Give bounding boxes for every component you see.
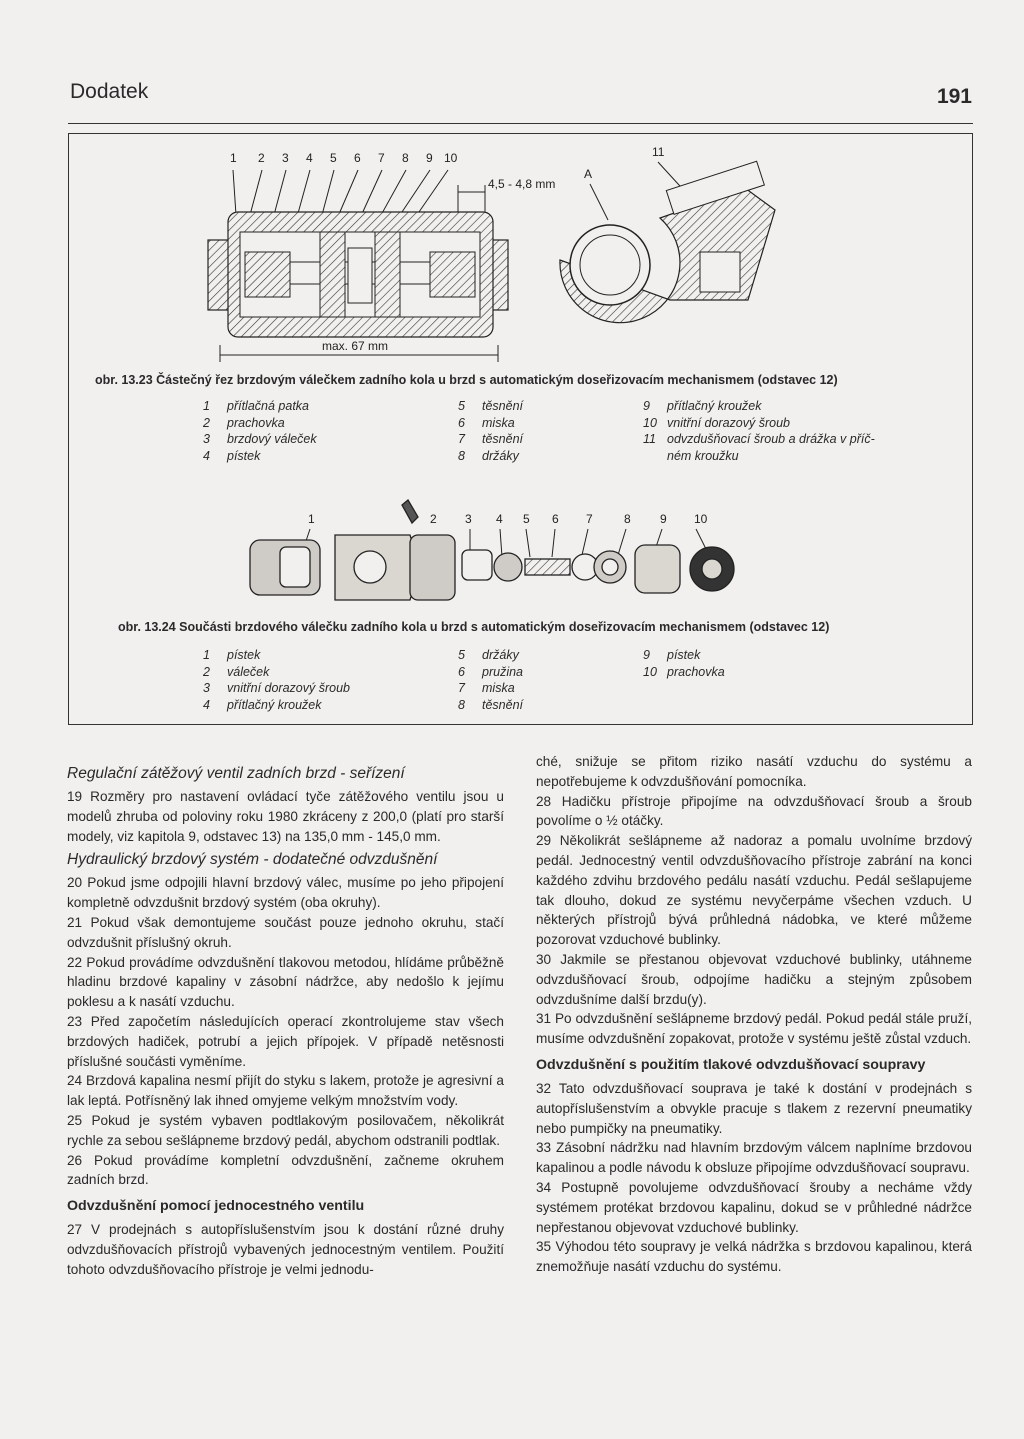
legend-item: 2 váleček (203, 664, 270, 679)
fig1-callout-8: 8 (402, 151, 409, 165)
section-heading: Hydraulický brzdový systém - dodatečné odvzdušnění (67, 851, 438, 869)
paragraph-25: 25 Pokud je systém vybaven podtlakovým posilovačem, několikrát rychle za sebou sešlápneme brzdový pedál, abychom odstranili podtlak. (67, 1112, 504, 1148)
legend-item: 7 miska (458, 681, 515, 695)
figure-13-23-legend-col1 (203, 398, 317, 464)
legend-item: 11 odvzdušňovací šroub a drážka v příč- (643, 432, 875, 446)
paragraph-19: 19 Rozměry pro nastavení ovládací tyče zátěžového ventilu jsou u modelů zhruba od poloviny roku 1980 zkráceny z 200,0 (platí pro starší modely, viz kapitola 9, odstavec 13) na 135,0 mm - 145,0 mm. (67, 789, 504, 844)
legend-item: 8 držáky (458, 448, 519, 463)
legend-item: 10 prachovka (643, 664, 725, 679)
subsection-heading: Odvzdušnění s použitím tlakové odvzdušňovací soupravy (536, 1056, 926, 1073)
fig2-callout-3: 3 (465, 512, 472, 526)
header-rule (68, 123, 973, 124)
fig2-callout-1: 1 (308, 512, 315, 526)
fig1-callout-11: 11 (652, 145, 665, 159)
paragraph-32: 32 Tato odvzdušňovací souprava je také k dostání v prodejnách s autopříslušenstvím a obvykle pracuje s tlakem z rezervní pneumatiky nebo pumpičky na pneumatiky. (536, 1080, 972, 1136)
right-text-column (536, 752, 972, 1277)
legend-item: ném kroužku (667, 448, 739, 463)
paragraph-26: 26 Pokud provádíme kompletní odvzdušnění, začneme okruhem zadních brzd. (67, 1152, 504, 1188)
figure-13-23-caption: obr. 13.23 Částečný řez brzdovým válečkem zadního kola u brzd s automatickým doseřizovacím mechanismem (odstavec 12) (95, 373, 838, 387)
legend-item: 6 miska (458, 415, 515, 430)
paragraph-24: 24 Brzdová kapalina nesmí přijít do styku s lakem, protože je agresivní a lak leptá. Potřísněný lak ihned omyjeme velkým množstvím vody. (67, 1073, 504, 1109)
legend-item: 3 brzdový váleček (203, 432, 317, 446)
legend-item: 7 těsnění (458, 432, 524, 446)
paragraph-35: 35 Výhodou této soupravy je velká nádržka s brzdovou kapalinou, která znemožňuje nasátí vzduchu do systému. (536, 1239, 972, 1275)
paragraph-20: 20 Pokud jsme odpojili hlavní brzdový válec, musíme po jeho připojení kompletně odvzdušnit brzdový systém (oba okruhy). (67, 875, 504, 911)
page-number: 191 (936, 85, 972, 108)
paragraph-22: 22 Pokud provádíme odvzdušnění tlakovou metodou, hlídáme průběžně hladinu brzdové kapaliny v zásobní nádržce, aby nedošlo k jejímu poklesu a k nasátí vzduchu. (67, 954, 504, 1010)
figure-13-24-legend-col3 (643, 647, 725, 680)
fig1-callout-6: 6 (354, 151, 361, 165)
fig1-dim-bottom: max. 67 mm (322, 339, 389, 353)
fig2-callout-9: 9 (660, 512, 667, 526)
fig1-dim-top: 4,5 - 4,8 mm (488, 177, 556, 191)
fig2-callout-6: 6 (552, 512, 559, 526)
figure-13-23-legend-col2 (458, 398, 523, 464)
figure-13-24-drawing (240, 495, 760, 615)
legend-item: 6 pružina (458, 664, 523, 679)
legend-item: 8 těsnění (458, 697, 524, 712)
fig1-label-a: A (584, 167, 593, 181)
legend-item: 5 těsnění (458, 399, 524, 413)
section-heading: Regulační zátěžový ventil zadních brzd - seřízení (67, 765, 405, 782)
paragraph-29: 29 Několikrát sešlápneme až nadoraz a pomalu uvolníme brzdový pedál. Jednocestný ventil odvzdušňovacího přístroje zabrání na konci každého zdvihu brzdového pedálu nasátí vzduchu. Pedál sešlapujeme tak dlouho, dokud ze systému nevyčerpáme všechen vzduch. U některých přístrojů bývá průhledná nádobka, ve které můžeme pozorovat vzduchové bublinky. (536, 833, 972, 948)
fig1-callout-4: 4 (306, 151, 313, 165)
paragraph-27: 27 V prodejnách s autopříslušenstvím jsou k dostání různé druhy odvzdušňovacích přístrojů vybavených jednocestným ventilem. Použití tohoto odvzdušňovacího přístroje je velmi jednodu- (67, 1222, 504, 1277)
figure-13-24-legend-col1 (203, 647, 350, 713)
legend-item: 10 vnitřní dorazový šroub (643, 415, 790, 430)
figure-13-23-legend-col3 (643, 398, 875, 464)
fig2-callout-4: 4 (496, 512, 503, 526)
fig2-callout-2: 2 (430, 512, 437, 526)
fig2-callout-10: 10 (694, 512, 708, 526)
legend-item: 2 prachovka (203, 415, 285, 430)
legend-item: 9 pístek (643, 648, 701, 662)
fig2-callout-8: 8 (624, 512, 631, 526)
legend-item: 4 pístek (203, 448, 261, 463)
legend-item: 5 držáky (458, 648, 519, 662)
legend-item: 4 přítlačný kroužek (203, 697, 322, 712)
fig1-callout-1: 1 (230, 151, 237, 165)
legend-item: 3 vnitřní dorazový šroub (203, 681, 350, 695)
left-text-column (67, 760, 504, 1280)
fig1-callout-2: 2 (258, 151, 265, 165)
figure-13-24-legend-col2 (458, 647, 523, 713)
fig1-callout-3: 3 (282, 151, 289, 165)
fig1-callout-7: 7 (378, 151, 385, 165)
fig1-callout-5: 5 (330, 151, 337, 165)
figure-13-24-caption: obr. 13.24 Součásti brzdového válečku zadního kola u brzd s automatickým doseřizovacím mechanismem (odstavec 12) (118, 620, 830, 634)
paragraph-33: 33 Zásobní nádržku nad hlavním brzdovým válcem naplníme brzdovou kapalinou a podle návodu k obsluze připojíme odvzdušňovací soupravu. (536, 1140, 972, 1176)
legend-item: 9 přítlačný kroužek (643, 399, 762, 413)
figure-13-23-drawing (200, 140, 800, 370)
fig2-callout-7: 7 (586, 512, 593, 526)
legend-item: 1 pístek (203, 648, 261, 662)
paragraph-28: 28 Hadičku přístroje připojíme na odvzdušňovací šroub a šroub povolíme o ½ otáčky. (536, 793, 972, 829)
subsection-heading: Odvzdušnění pomocí jednocestného ventilu (67, 1198, 365, 1215)
paragraph-27-continued: ché, snižuje se přitom riziko nasátí vzduchu do systému a nepotřebujeme k odvzdušňování pomocníka. (536, 754, 972, 789)
paragraph-30: 30 Jakmile se přestanou objevovat vzduchové bublinky, utáhneme odvzdušňovací šroub, odpojíme hadičku a stejným způsobem odvzdušníme další brzdu(y). (536, 951, 972, 1007)
paragraph-31: 31 Po odvzdušnění sešlápneme brzdový pedál. Pokud pedál stále pruží, musíme odvzdušnění zopakovat, protože v systému ještě zůstal vzduch. (536, 1011, 972, 1047)
fig2-callout-5: 5 (523, 512, 530, 526)
paragraph-23: 23 Před započetím následujících operací zkontrolujeme stav všech brzdových hadiček, potrubí a jejich přípojek. V případě netěsnosti příslušné součásti vyměníme. (67, 1013, 504, 1069)
paragraph-34: 34 Postupně povolujeme odvzdušňovací šrouby a necháme vždy systémem protékat brzdovou kapalinu, dokud se v průhledné nádržce nepřestanou objevovat vzduchové bublinky. (536, 1179, 972, 1235)
running-header: Dodatek (70, 80, 149, 103)
paragraph-21: 21 Pokud však demontujeme součást pouze jednoho okruhu, stačí odvzdušnit příslušný okruh. (67, 914, 504, 950)
fig1-callout-9: 9 (426, 151, 433, 165)
legend-item: 1 přítlačná patka (203, 399, 309, 413)
fig1-callout-10: 10 (444, 151, 458, 165)
